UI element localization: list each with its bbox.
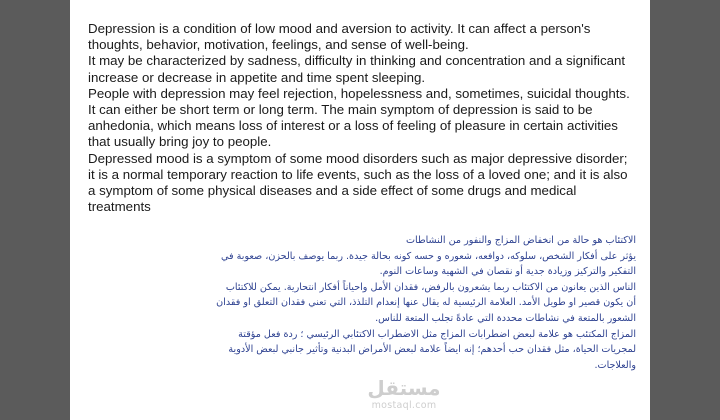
- arabic-paragraph-3: الناس الذين يعانون من الاكتئاب ربما يشعرون بالرفض، فقدان الأمل واحياناً أفكار انتحارية. يمكن للاكتئاب أن يكون قصير او طويل الأمد. العلامة الرئيسية له يقال عنها إنعدام التلذذ، التي تعني فقدان التعلق او فقدان الشعور بالمتعة في نشاطات محددة التي عادةً تجلب المتعة للناس.: [216, 281, 636, 324]
- watermark-url: mostaql.com: [371, 400, 437, 411]
- english-paragraph-2: It may be characterized by sadness, difficulty in thinking and concentration and a significant increase or decrease in appetite and time spent sleeping.: [88, 53, 626, 85]
- english-paragraph-3: People with depression may feel rejection, hopelessness and, sometimes, suicidal thoughts. It can either be short term or long term. The main symptom of depression is said to be anhedonia, which means loss of interest or a loss of feeling of pleasure in certain activities that usually bring joy to people.: [88, 85, 630, 150]
- arabic-paragraph-4: المزاج المكتئب هو علامة لبعض اضطرابات المزاج مثل الاضطراب الاكتئابي الرئيسي ؛ ردة فعل مؤقتة لمجريات الحياة، مثل فقدان حب أحدهم؛ إنه ايضاً علامة لبعض الأمراض البدنية وتأثير جانبي لبعض الأدوية والعلاجات.: [228, 328, 636, 371]
- mostaql-watermark: [364, 376, 444, 411]
- arabic-passage: [216, 233, 636, 373]
- arabic-paragraph-2: يؤثر على أفكار الشخص، سلوكه، دوافعه، شعوره و حسه كونه بحالة جيدة. ربما يوصف بالحزن، صعوبة في التفكير والتركيز وزيادة جدية أو نقصان في الشهية وساعات النوم.: [221, 250, 636, 278]
- watermark-logo: مستقل: [367, 376, 441, 400]
- document-page: [70, 0, 650, 420]
- english-passage: [88, 21, 636, 215]
- english-paragraph-4: Depressed mood is a symptom of some mood disorders such as major depressive disorder; it is a normal temporary reaction to life events, such as the loss of a loved one; and it is also a symptom of some physical diseases and a side effect of some drugs and medical treatments: [88, 150, 628, 215]
- english-paragraph-1: Depression is a condition of low mood and aversion to activity. It can affect a person's thoughts, behavior, motivation, feelings, and sense of well-being.: [88, 21, 591, 53]
- arabic-paragraph-1: الاكتئاب هو حالة من انخفاض المزاج والنفور من النشاطات: [406, 235, 636, 246]
